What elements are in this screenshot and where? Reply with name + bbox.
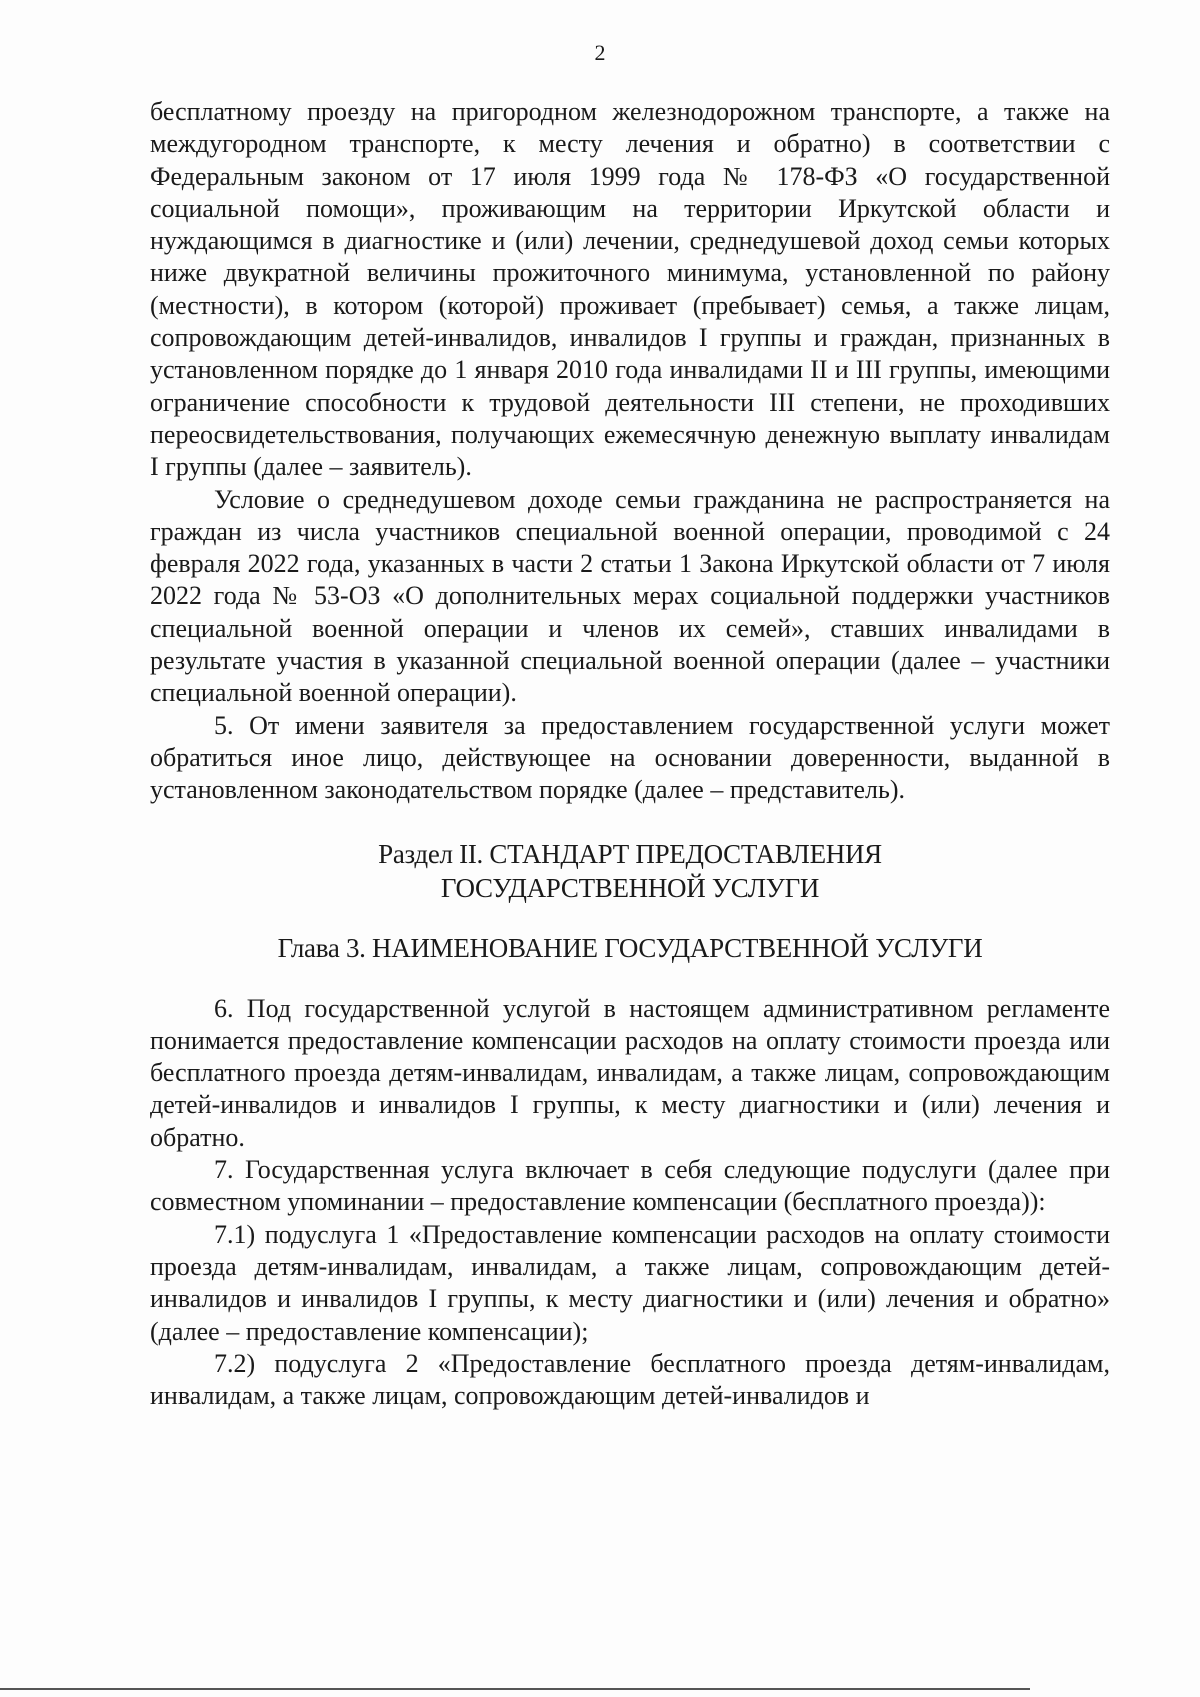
- paragraph: 5. От имени заявителя за предоставлением государственной услуги может обратиться иное лицо, действующее на основании доверенности, выданной в установленном законодательством порядке (далее – представитель).: [150, 710, 1110, 805]
- section-title-line-1: Раздел II. СТАНДАРТ ПРЕДОСТАВЛЕНИЯ: [378, 838, 882, 869]
- paragraph: бесплатному проезду на пригородном железнодорожном транспорте, а также на междугородном транспорте, к месту лечения и обратно) в соответствии с Федеральным законом от 17 июля 1999 года № 178-ФЗ «О государственной социальной помощи», проживающим на территории Иркутской области и нуждающимся в диагностике и (или) лечении, среднедушевой доход семьи которых ниже двукратной величины прожиточного минимума, установленной по району (местности), в котором (которой) проживает (пребывает) семья, а также лицам, сопровождающим детей-инвалидов, инвалидов I группы и граждан, признанных в установленном порядке до 1 января 2010 года инвалидами II и III группы, имеющими ограничение способности к трудовой деятельности III степени, не проходивших переосвидетельствования, получающих ежемесячную денежную выплату инвалидам I группы (далее – заявитель).: [150, 97, 1110, 482]
- page-number: 2: [594, 40, 606, 65]
- paragraphs-after-chapter: [150, 993, 1110, 1413]
- paragraph: 7. Государственная услуга включает в себя следующие подуслуги (далее при совместном упоминании – предоставление компенсации (бесплатного проезда)):: [150, 1155, 1110, 1217]
- section-title-line-2: ГОСУДАРСТВЕННОЙ УСЛУГИ: [440, 872, 820, 903]
- document-body: [150, 96, 1110, 1412]
- paragraph: 7.1) подуслуга 1 «Предоставление компенсации расходов на оплату стоимости проезда детям-инвалидам, инвалидам, а также лицам, сопровождающим детей-инвалидов и инвалидов I группы, к месту диагностики и (или) лечения и обратно» (далее – предоставление компенсации);: [150, 1219, 1110, 1346]
- paragraph: 7.2) подуслуга 2 «Предоставление бесплатного проезда детям-инвалидам, инвалидам, а также лицам, сопровождающим детей-инвалидов и: [150, 1348, 1110, 1411]
- bottom-scan-line: [0, 1688, 1030, 1690]
- paragraph: 6. Под государственной услугой в настоящем административном регламенте понимается предоставление компенсации расходов на оплату стоимости проезда или бесплатного проезда детям-инвалидам, инвалидам, а также лицам, сопровождающим детей-инвалидов и инвалидов I группы, к месту диагностики и (или) лечения и обратно.: [150, 993, 1110, 1152]
- section-title: [150, 837, 1110, 905]
- chapter-title: Глава 3. НАИМЕНОВАНИЕ ГОСУДАРСТВЕННОЙ УСЛУГИ: [277, 932, 983, 963]
- paragraphs-before-section: [150, 96, 1110, 807]
- paragraph: Условие о среднедушевом доходе семьи гражданина не распространяется на граждан из числа участников специальной военной операции, проводимой с 24 февраля 2022 года, указанных в части 2 статьи 1 Закона Иркутской области от 7 июля 2022 года № 53-ОЗ «О дополнительных мерах социальной поддержки участников специальной военной операции и членов их семей», ставших инвалидами в результате участия в указанной специальной военной операции (далее – участники специальной военной операции).: [150, 484, 1110, 708]
